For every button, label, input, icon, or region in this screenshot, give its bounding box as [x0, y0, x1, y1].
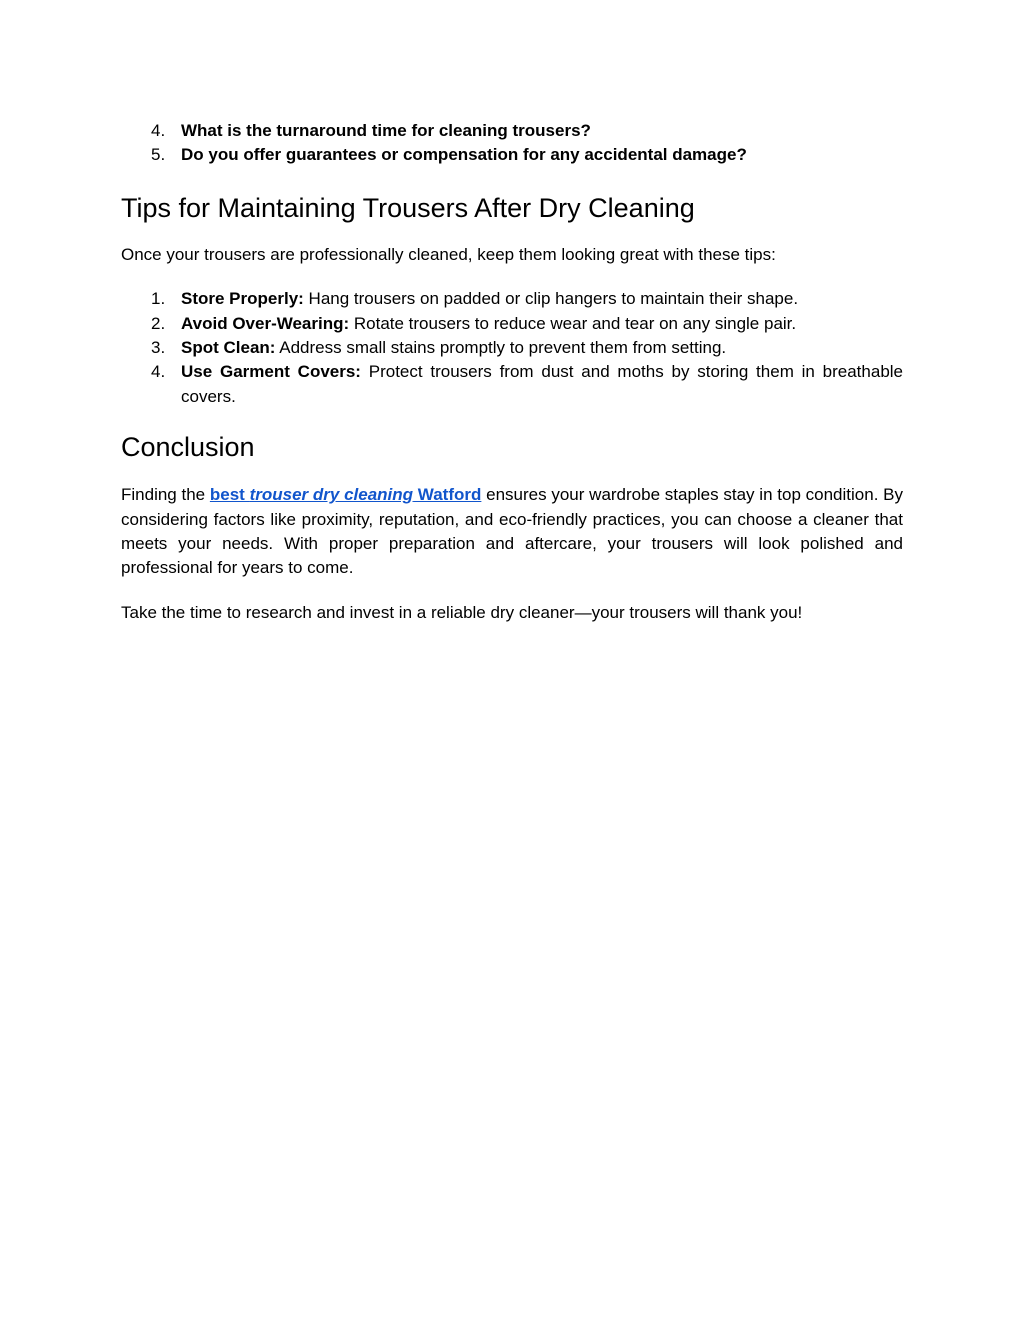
tip-text: Address small stains promptly to prevent them from setting. — [275, 338, 727, 358]
list-item — [121, 312, 903, 336]
tip-label: Use Garment Covers: — [181, 362, 361, 382]
trouser-dry-cleaning-watford-link[interactable] — [210, 485, 482, 504]
list-item — [121, 143, 903, 167]
list-item — [121, 119, 903, 143]
link-text-italic: trouser dry cleaning — [249, 485, 414, 505]
tips-intro: Once your trousers are professionally cleaned, keep them looking great with these tips: — [121, 244, 776, 264]
list-number: 1. — [151, 289, 166, 309]
conclusion-text-after: ensures your wardrobe staples stay in top condition. By considering factors like proximity, reputation, and eco-friendly practices, you can choose a cleaner that meets your needs. With proper preparation and aftercare, your trousers will look polished and professional for years to come. — [121, 485, 903, 578]
list-number: 3. — [151, 338, 166, 358]
tips-list — [121, 287, 903, 409]
faq-question-text: Do you offer guarantees or compensation for any accidental damage? — [181, 145, 747, 165]
closing-paragraph: Take the time to research and invest in a reliable dry cleaner—your trousers will thank you! — [121, 602, 803, 622]
document-content — [121, 119, 903, 625]
tip-label: Spot Clean: — [181, 338, 276, 358]
link-text-best: best — [209, 485, 250, 505]
list-number: 4. — [151, 121, 166, 140]
list-item — [121, 360, 903, 409]
tip-text: Protect trousers from dust and moths by storing them in breathable covers. — [181, 362, 903, 406]
conclusion-text-before: Finding the — [121, 485, 210, 505]
tip-text: Hang trousers on padded or clip hangers to maintain their shape. — [303, 289, 799, 309]
conclusion-paragraph — [121, 483, 903, 581]
list-number: 4. — [151, 362, 166, 382]
conclusion-heading: Conclusion — [121, 432, 255, 463]
tip-label: Store Properly: — [181, 289, 304, 309]
tip-text: Rotate trousers to reduce wear and tear on any single pair. — [349, 313, 797, 333]
list-item — [121, 336, 903, 360]
list-number: 5. — [151, 145, 166, 165]
list-number: 2. — [151, 313, 166, 333]
tips-heading: Tips for Maintaining Trousers After Dry Cleaning — [121, 192, 695, 223]
faq-question-list — [121, 119, 903, 168]
list-item — [121, 287, 903, 311]
faq-question-text: What is the turnaround time for cleaning trousers? — [181, 121, 591, 140]
tip-label: Avoid Over-Wearing: — [181, 313, 350, 333]
link-text-watford: Watford — [413, 485, 482, 505]
